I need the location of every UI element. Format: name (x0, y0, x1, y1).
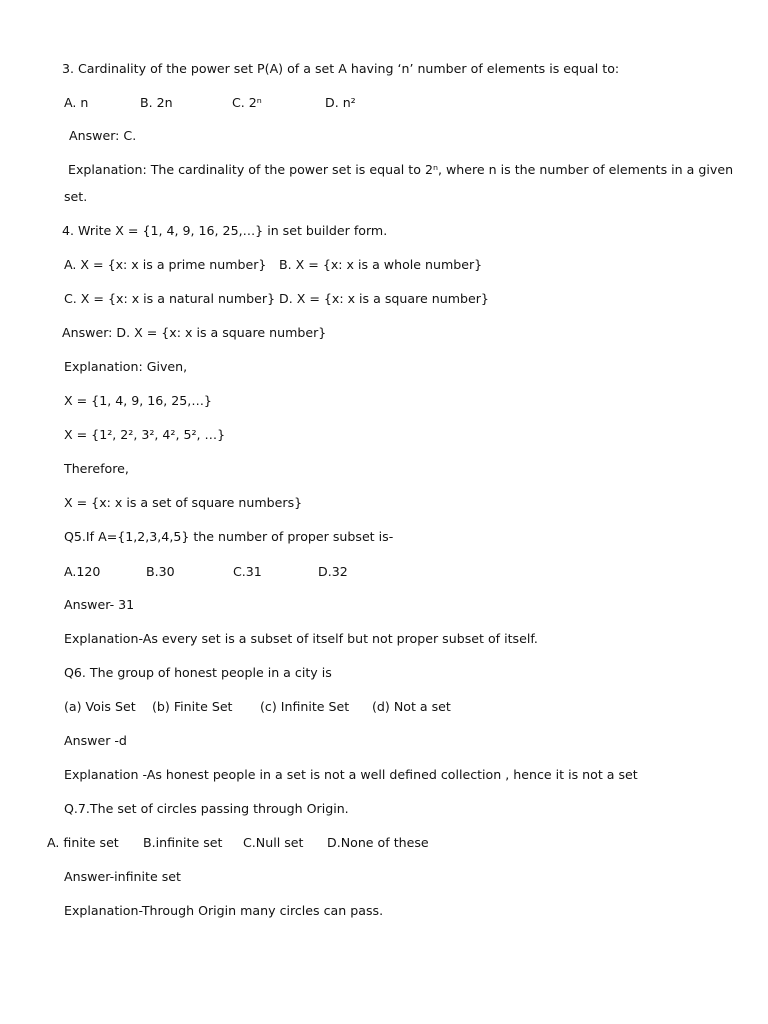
q4-option-d: D. X = {x: x is a square number} (279, 291, 489, 306)
q6-question: Q6. The group of honest people in a city is (64, 665, 332, 680)
q3-answer: Answer: C. (69, 128, 137, 143)
q4-explanation-result: X = {x: x is a set of square numbers} (64, 495, 303, 510)
q4-explanation-squares: X = {1², 2², 3², 4², 5², …} (64, 427, 226, 442)
q5-option-a: A.120 (64, 564, 101, 579)
q3-option-d: D. n² (325, 95, 356, 110)
q4-explanation-therefore: Therefore, (64, 461, 129, 476)
q5-question: Q5.If A={1,2,3,4,5} the number of proper subset is- (64, 529, 394, 544)
q3-question: 3. Cardinality of the power set P(A) of a set A having ‘n’ number of elements is equal to: (62, 61, 620, 76)
q4-question: 4. Write X = {1, 4, 9, 16, 25,…} in set builder form. (62, 223, 388, 238)
q6-answer: Answer -d (64, 733, 127, 748)
q5-explanation: Explanation-As every set is a subset of itself but not proper subset of itself. (64, 631, 538, 646)
q3-option-b: B. 2n (140, 95, 173, 110)
q3-option-c: C. 2ⁿ (232, 95, 262, 110)
q5-option-d: D.32 (318, 564, 348, 579)
q4-answer: Answer: D. X = {x: x is a square number} (62, 325, 327, 340)
q3-explanation-line2: set. (64, 189, 88, 204)
q6-explanation: Explanation -As honest people in a set is not a well defined collection , hence it is not a set (64, 767, 638, 782)
q4-option-b: B. X = {x: x is a whole number} (279, 257, 483, 272)
q4-option-c: C. X = {x: x is a natural number} (64, 291, 276, 306)
q3-option-a: A. n (64, 95, 89, 110)
q7-option-c: C.Null set (243, 835, 304, 850)
q7-option-a: A. finite set (47, 835, 119, 850)
q3-explanation-line1: Explanation: The cardinality of the power set is equal to 2ⁿ, where n is the number of elements in a given (68, 162, 734, 177)
q4-option-a: A. X = {x: x is a prime number} (64, 257, 267, 272)
q5-option-b: B.30 (146, 564, 175, 579)
q5-answer: Answer- 31 (64, 597, 135, 612)
q7-explanation: Explanation-Through Origin many circles can pass. (64, 903, 384, 918)
q5-option-c: C.31 (233, 564, 262, 579)
q4-explanation-intro: Explanation: Given, (64, 359, 188, 374)
q7-option-b: B.infinite set (143, 835, 223, 850)
q6-option-b: (b) Finite Set (152, 699, 233, 714)
q7-answer: Answer-infinite set (64, 869, 181, 884)
q7-question: Q.7.The set of circles passing through Origin. (64, 801, 349, 816)
q6-option-d: (d) Not a set (372, 699, 451, 714)
q6-option-c: (c) Infinite Set (260, 699, 350, 714)
q4-explanation-set: X = {1, 4, 9, 16, 25,…} (64, 393, 212, 408)
q6-option-a: (a) Vois Set (64, 699, 136, 714)
q7-option-d: D.None of these (327, 835, 429, 850)
